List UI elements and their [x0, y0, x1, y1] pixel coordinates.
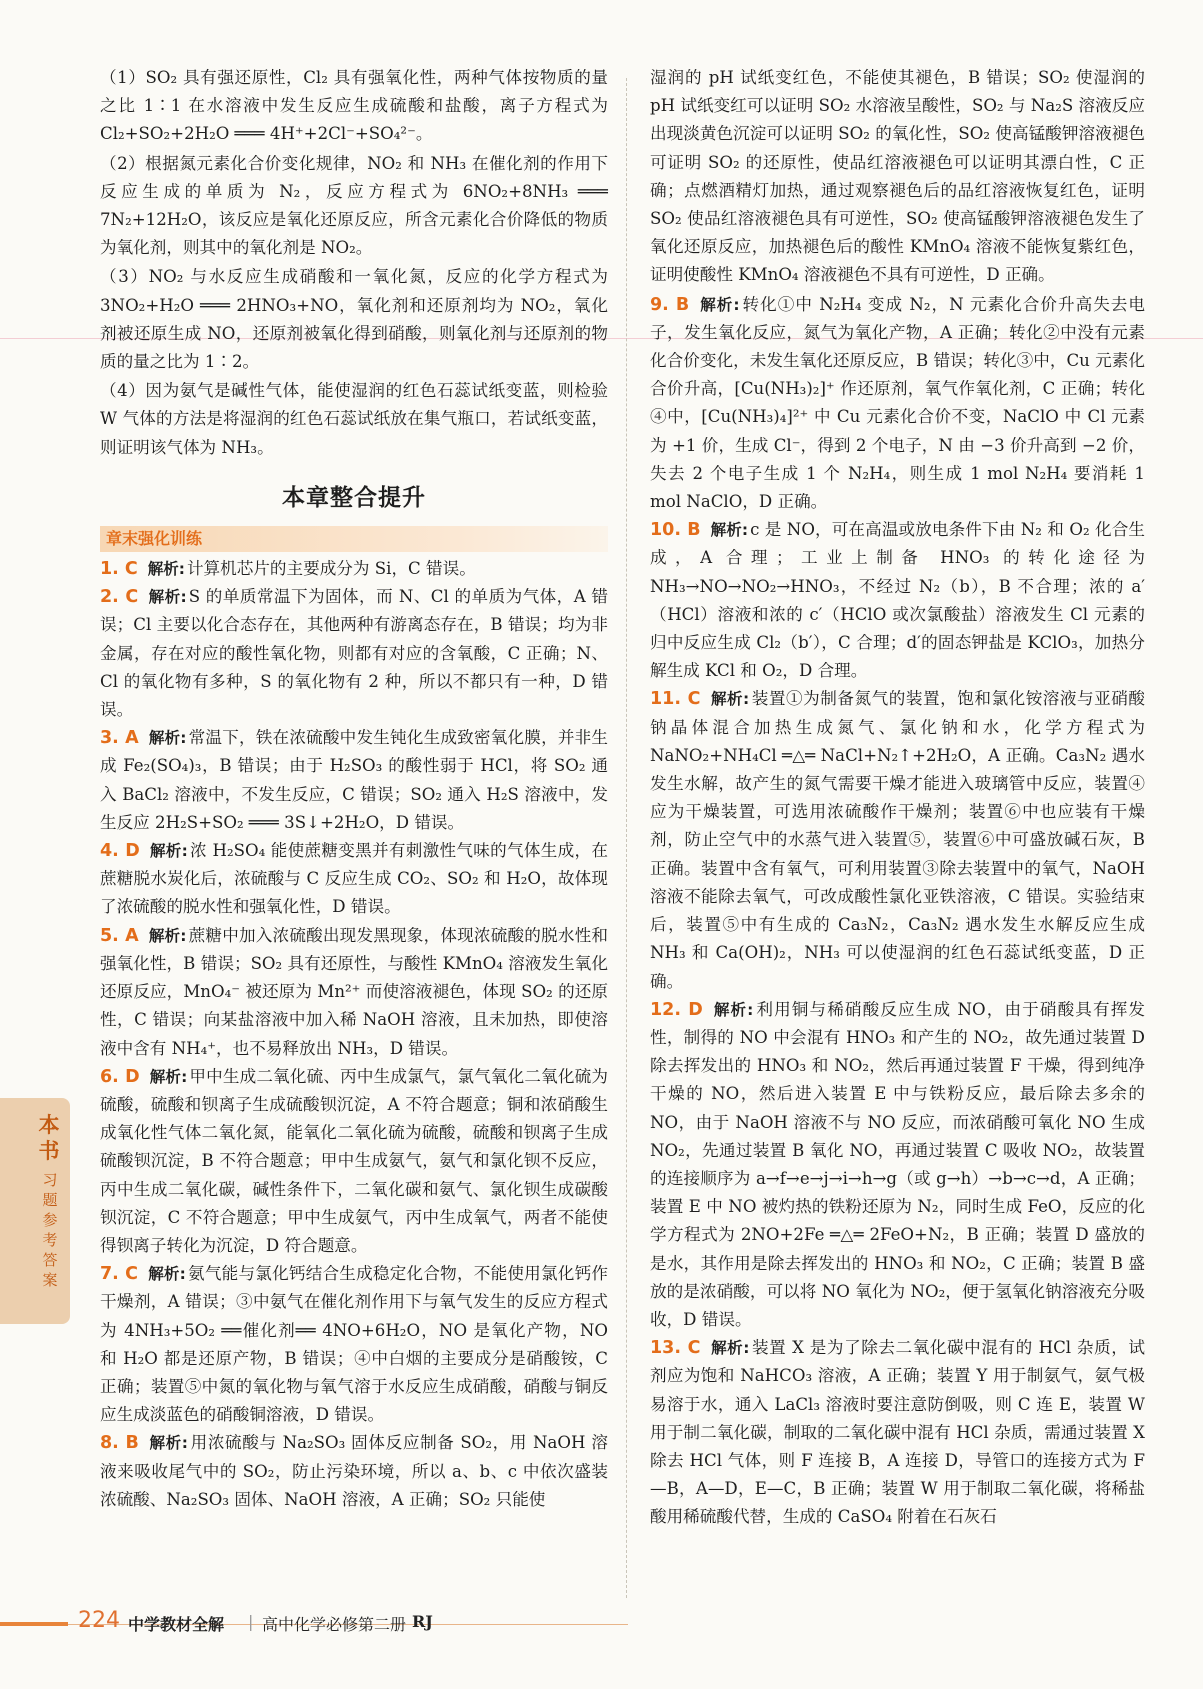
analysis-label: 解析:	[148, 729, 187, 748]
analysis-text: 计算机芯片的主要成分为 Si，C 错误。	[186, 559, 476, 579]
analysis-label: 解析:	[149, 1067, 188, 1086]
answer-number: 11. C	[650, 689, 701, 710]
analysis-label: 解析:	[710, 1339, 750, 1358]
subject-title: 高中化学必修第二册	[262, 1615, 407, 1634]
answer-number: 9. B	[650, 294, 690, 315]
answer-item	[650, 1334, 1145, 1531]
answer-number: 7. C	[100, 1264, 138, 1285]
analysis-text: 常温下，铁在浓硫酸中发生钝化生成致密氧化膜，并非生成 Fe₂(SO₄)₃，B 错误；由于 H₂SO₃ 的酸性弱于 HCl，将 SO₂ 通入 BaCl₂ 溶液中，不发生反应，C 错误；SO₂ 通入 H₂S 溶液中，发生反应 2H₂S+SO₂ ═══ 3S↓+2H₂O，D 错误。	[100, 728, 609, 832]
analysis-label: 解析:	[147, 1265, 186, 1284]
answer-item	[650, 685, 1145, 995]
analysis-text: 装置①为制备氮气的装置，饱和氯化铵溶液与亚硝酸钠晶体混合加热生成氮气、氯化钠和水，化学方程式为 NaNO₂+NH₄Cl ═△═ NaCl+N₂↑+2H₂O，A 正确。Ca₃N₂ 遇水发生水解，故产生的氮气需要干燥才能进入玻璃管中反应，装置④应为干燥装置，可选用浓硫酸作干燥剂；装置⑥中也应装有干燥剂，防止空气中的水蒸气进入装置⑤，装置⑥中可盛放碱石灰，B 正确。装置中含有氧气，可利用装置③除去装置中的氧气，NaOH 溶液不能除去氧气，可改成酸性氯化亚铁溶液，C 错误。实验结束后，装置⑤中有生成的 Ca₃N₂，Ca₃N₂ 遇水发生水解反应生成 NH₃ 和 Ca(OH)₂，NH₃ 可以使湿润的红色石蕊试纸变蓝，D 正确。	[650, 689, 1146, 991]
answer-item	[100, 555, 608, 583]
analysis-label: 解析:	[148, 588, 187, 607]
right-column	[650, 64, 1145, 1532]
paragraph-3: （3）NO₂ 与水反应生成硝酸和一氧化氮，反应的化学方程式为 3NO₂+H₂O ═══ 2HNO₃+NO，氧化剂和还原剂均为 NO₂，氧化剂被还原生成 NO，还原剂被氧化得到硝酸，则氧化剂与还原剂的物质的量之比为 1∶2。	[100, 267, 608, 372]
analysis-label: 解析:	[710, 521, 749, 540]
answer-item	[650, 291, 1145, 517]
answer-number: 12. D	[650, 999, 703, 1020]
answer-number: 5. A	[100, 925, 139, 946]
paragraph-4: （4）因为氨气是碱性气体，能使湿润的红色石蕊试纸变蓝，则检验 W 气体的方法是将湿润的红色石蕊试纸放在集气瓶口，若试纸变蓝，则证明该气体为 NH₃。	[100, 381, 608, 457]
answer-number: 8. B	[100, 1433, 139, 1454]
analysis-text: 装置 X 是为了除去二氧化碳中混有的 HCl 杂质，试剂应为饱和 NaHCO₃ 溶液，A 正确；装置 Y 用于制氨气，氨气极易溶于水，通入 LaCl₃ 溶液时要注意防倒吸，则 C 连 E，装置 W 用于制二氧化碳，制取的二氧化碳中混有 HCl 杂质，需通过装置 X 除去 HCl 气体，则 F 连接 B，A 连接 D，导管口的连接方式为 F—B，A—D，E—C，B 正确；装置 W 用于制取二氧化碳，将稀盐酸用稀硫酸代替，生成的 CaSO₄ 附着在石灰石	[650, 1338, 1145, 1527]
analysis-text: 氨气能与氯化钙结合生成稳定化合物，不能使用氯化钙作干燥剂，A 错误；③中氨气在催化剂作用下与氧气发生的反应方程式为 4NH₃+5O₂ ══催化剂══ 4NO+6H₂O，NO 是氧化产物，NO 和 H₂O 都是还原产物，B 错误；④中白烟的主要成分是硝酸铵，C 正确；装置⑤中氮的氧化物与氧气溶于水反应生成硝酸，硝酸与铜反应生成淡蓝色的硝酸铜溶液，D 错误。	[100, 1264, 609, 1425]
analysis-label: 解析:	[148, 1434, 188, 1453]
side-tab	[0, 1098, 70, 1324]
answer-number: 3. A	[100, 728, 139, 749]
answer-item	[650, 516, 1145, 685]
analysis-label: 解析:	[147, 560, 185, 579]
continued-answer: 湿润的 pH 试纸变红色，不能使其褪色，B 错误；SO₂ 使湿润的 pH 试纸变红可以证明 SO₂ 水溶液呈酸性，SO₂ 与 Na₂S 溶液反应出现淡黄色沉淀可以证明 SO₂ 的氧化性，SO₂ 使高锰酸钾溶液褪色可证明 SO₂ 的还原性，使品红溶液褪色可以证明其漂白性，C 正确；点燃酒精灯加热，通过观察褪色后的品红溶液恢复红色，证明 SO₂ 使品红溶液褪色具有可逆性，SO₂ 使高锰酸钾溶液褪色发生了氧化还原反应，加热褪色后的酸性 KMnO₄ 溶液不能恢复紫红色，证明使酸性 KMnO₄ 溶液褪色不具有可逆性，D 正确。	[650, 68, 1145, 285]
answer-number: 10. B	[650, 520, 701, 541]
analysis-text: 用浓硫酸与 Na₂SO₃ 固体反应制备 SO₂，用 NaOH 溶液来吸收尾气中的 SO₂，防止污染环境，所以 a、b、c 中依次盛装浓硫酸、Na₂SO₃ 固体、NaOH 溶液，A 正确；SO₂ 只能使	[100, 1433, 608, 1509]
answer-number: 1. C	[100, 559, 138, 580]
analysis-text: S 的单质常温下为固体，而 N、Cl 的单质为气体，A 错误；Cl 主要以化合态存在，其他两种有游离态存在，B 错误；均为非金属，存在对应的酸性氧化物，则都有对应的含氧酸，C 正确；N、Cl 的氧化物有多种，S 的氧化物有 2 种，所以不都只有一种，D 错误。	[100, 587, 608, 720]
paragraph-2: （2）根据氮元素化合价变化规律，NO₂ 和 NH₃ 在催化剂的作用下反应生成的单质为 N₂，反应方程式为 6NO₂+8NH₃ ═══ 7N₂+12H₂O，该反应是氧化还原反应，所含元素化合价降低的物质为氧化剂，则其中的氧化剂是 NO₂。	[100, 153, 608, 258]
analysis-text: 利用铜与稀硝酸反应生成 NO，由于硝酸具有挥发性，制得的 NO 中会混有 HNO₃ 和产生的 NO₂，故先通过装置 D 除去挥发出的 HNO₃ 和 NO₂，然后再通过装置 F 干燥，得到纯净干燥的 NO，然后进入装置 E 中与铁粉反应，最后除去多余的 NO，由于 NaOH 溶液不与 NO 反应，而浓硝酸可氧化 NO 生成 NO₂，先通过装置 B 氧化 NO，再通过装置 C 吸收 NO₂，故装置的连接顺序为 a→f→e→j→i→h→g（或 g→h）→b→c→d，A 正确；装置 E 中 NO 被灼热的铁粉还原为 N₂，同时生成 FeO，反应的化学方程式为 2NO+2Fe ═△═ 2FeO+N₂，B 正确；装置 D 盛放的是水，其作用是除去挥发出的 HNO₃ 和 NO₂，C 正确；装置 B 盛放的是浓硝酸，可以将 NO 氧化为 NO₂，便于氢氧化钠溶液充分吸收，D 错误。	[650, 999, 1145, 1329]
analysis-text: 蔗糖中加入浓硫酸出现发黑现象，体现浓硫酸的脱水性和强氧化性，B 错误；SO₂ 具有还原性，与酸性 KMnO₄ 溶液发生氧化还原反应，MnO₄⁻ 被还原为 Mn²⁺ 而使溶液褪色，体现 SO₂ 的还原性，C 错误；向某盐溶液中加入稀 NaOH 溶液，且未加热，即使溶液中含有 NH₄⁺，也不易释放出 NH₃，D 错误。	[100, 925, 609, 1058]
analysis-label: 解析:	[699, 295, 740, 314]
book-title: 中学教材全解	[128, 1615, 225, 1634]
section-heading: 章末强化训练	[100, 526, 608, 552]
left-column	[100, 64, 608, 1514]
answer-item	[100, 724, 608, 837]
left-question-list	[100, 555, 608, 1514]
answer-item	[100, 1063, 608, 1260]
answer-number: 6. D	[100, 1066, 140, 1087]
chapter-title: 本章整合提升	[282, 484, 426, 511]
answer-item	[100, 837, 608, 922]
footer-accent-bar	[0, 1622, 68, 1626]
right-question-list	[650, 291, 1145, 1532]
analysis-label: 解析:	[149, 842, 188, 861]
side-tab-title: 本书	[38, 1113, 60, 1163]
answer-item	[100, 1429, 608, 1514]
answer-number: 13. C	[650, 1338, 701, 1359]
answer-number: 2. C	[100, 587, 139, 608]
answer-item	[100, 1260, 608, 1429]
answer-item	[100, 583, 608, 724]
side-tab-subtitle: 习题参考答案	[42, 1171, 58, 1289]
analysis-label: 解析:	[712, 1000, 754, 1019]
page-footer	[0, 1608, 1203, 1648]
analysis-label: 解析:	[148, 926, 187, 945]
analysis-label: 解析:	[710, 690, 750, 709]
analysis-text: c 是 NO，可在高温或放电条件下由 N₂ 和 O₂ 化合生成，A 合理；工业上制备 HNO₃ 的转化途径为 NH₃→NO→NO₂→HNO₃，不经过 N₂（b），B 不合理；浓的 a′（HCl）溶液和浓的 c′（HClO 或次氯酸盐）溶液发生 Cl 元素的归中反应生成 Cl₂（b′），C 合理；d′的固态钾盐是 KClO₃，加热分解生成 KCl 和 O₂，D 合理。	[650, 520, 1146, 681]
analysis-text: 转化①中 N₂H₄ 变成 N₂，N 元素化合价升高失去电子，发生氧化反应，氮气为氧化产物，A 正确；转化②中没有元素化合价变化，未发生氧化还原反应，B 错误；转化③中，Cu 元素化合价升高，[Cu(NH₃)₂]⁺ 作还原剂，氧气作氧化剂，C 正确；转化④中，[Cu(NH₃)₄]²⁺ 中 Cu 元素化合价不变，NaClO 中 Cl 元素为 +1 价，生成 Cl⁻，得到 2 个电子，N 由 −3 价升高到 −2 价，失去 2 个电子生成 1 个 N₂H₄，则生成 1 mol N₂H₄ 要消耗 1 mol NaClO，D 正确。	[650, 294, 1145, 512]
analysis-text: 浓 H₂SO₄ 能使蔗糖变黑并有刺激性气味的气体生成，在蔗糖脱水炭化后，浓硫酸与 C 反应生成 CO₂、SO₂ 和 H₂O，故体现了浓硫酸的脱水性和强氧化性，D 错误。	[100, 841, 609, 917]
column-divider	[626, 78, 627, 1598]
edition-label: RJ	[412, 1612, 433, 1631]
analysis-text: 甲中生成二氧化硫、丙中生成氯气，氯气氧化二氧化硫为硫酸，硫酸和钡离子生成硫酸钡沉淀，A 不符合题意；铜和浓硝酸生成氧化性气体二氧化氮，能氧化二氧化硫为硫酸，硫酸和钡离子生成硫酸钡沉淀，B 不符合题意；甲中生成氨气，氨气和氯化钡不反应，丙中生成二氧化碳，碱性条件下，二氧化碳和氨气、氯化钡生成碳酸钡沉淀，C 不符合题意；甲中生成氨气，丙中生成氧气，两者不能使得钡离子转化为沉淀，D 符合题意。	[100, 1066, 609, 1255]
answer-number: 4. D	[100, 841, 140, 862]
answer-item	[650, 996, 1145, 1334]
page-number: 224	[78, 1608, 120, 1633]
answer-item	[100, 922, 608, 1063]
footer-separator: |	[248, 1612, 254, 1631]
paragraph-1: （1）SO₂ 具有强还原性，Cl₂ 具有强氧化性，两种气体按物质的量之比 1∶1 在水溶液中发生反应生成硫酸和盐酸，离子方程式为 Cl₂+SO₂+2H₂O ═══ 4H⁺+2Cl⁻+SO₄²⁻。	[100, 68, 608, 144]
